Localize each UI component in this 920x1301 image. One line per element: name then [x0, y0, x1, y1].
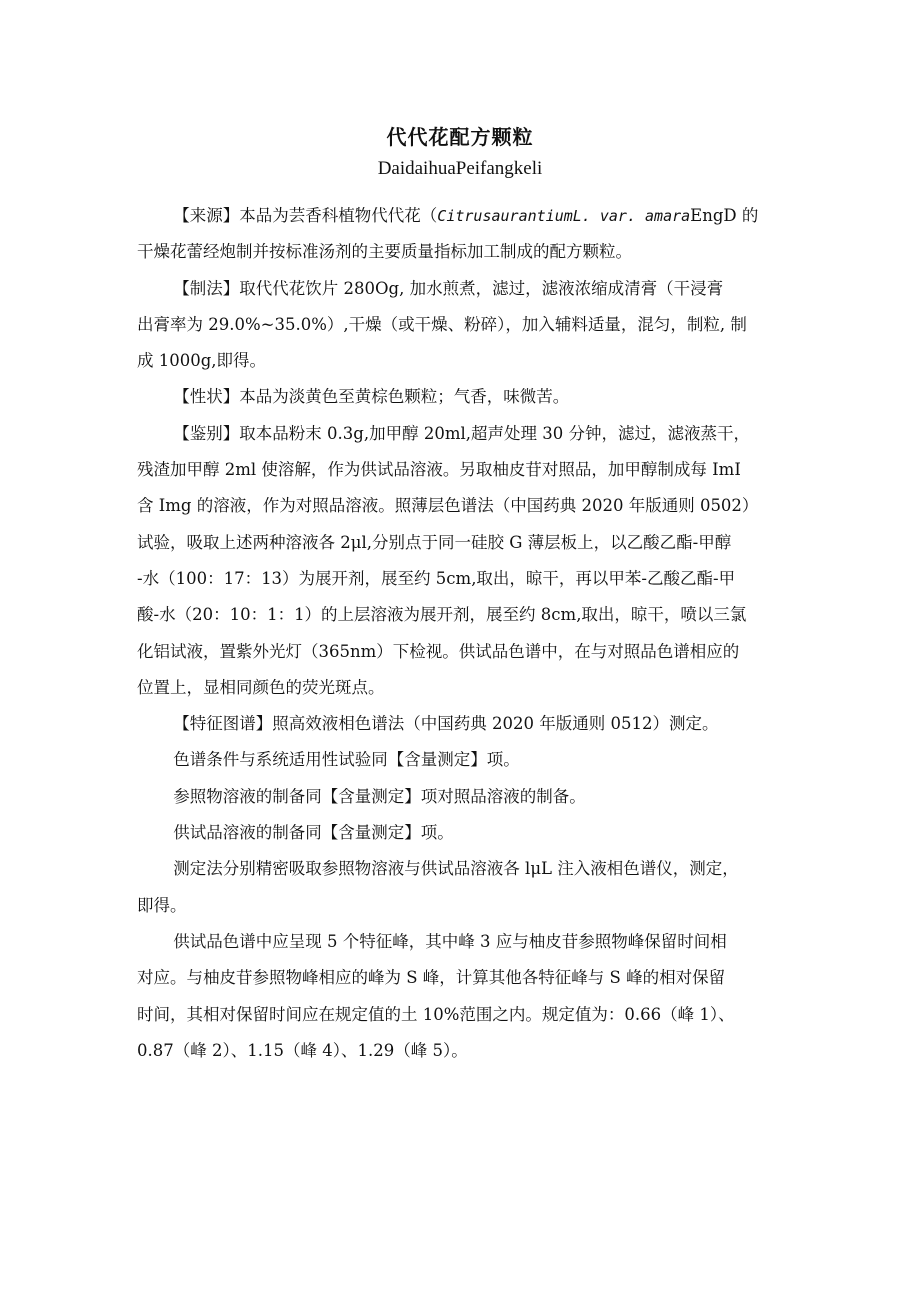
paragraph-reference	[137, 779, 805, 815]
method-text-1: 取代代花饮片 280Og, 加水煎煮，滤过，滤液浓缩成清膏（干浸膏	[239, 278, 724, 298]
method-line-2: 出膏率为 29.0%~35.0%）,干燥（或干燥、粉碎），加入辅料适量，混匀，制粒, 制	[137, 314, 747, 334]
fingerprint-heading: 【特征图谱】	[173, 714, 273, 734]
source-line-1	[137, 198, 805, 234]
identification-text-1: 取本品粉末 0.3g,加甲醇 20ml,超声处理 30 分钟，滤过，滤液蒸干，	[239, 423, 750, 443]
identification-heading: 【鉴别】	[173, 423, 240, 443]
section-character	[137, 379, 805, 415]
character-line-1	[137, 379, 805, 415]
source-heading: 【来源】	[173, 206, 240, 225]
sample-line-1: 供试品溶液的制备同【含量测定】项。	[173, 823, 454, 843]
identification-line-2: 残渣加甲醇 2ml 使溶解，作为供试品溶液。另取柚皮苷对照品，加甲醇制成每 ImI	[137, 460, 741, 480]
method-line-3: 成 1000g,即得。	[137, 351, 267, 371]
source-text-1a: 本品为芸香科植物代代花（	[239, 206, 438, 225]
paragraph-conditions	[137, 742, 805, 778]
paragraph-measure	[137, 851, 805, 924]
section-identification	[137, 416, 805, 706]
section-fingerprint	[137, 706, 805, 742]
measure-line-1: 测定法分别精密吸取参照物溶液与供试品溶液各 lμL 注入液相色谱仪，测定，	[173, 859, 739, 879]
peaks-line-4: 0.87（峰 2）、1.15（峰 4）、1.29（峰 5）。	[137, 1040, 468, 1060]
peaks-line-3: 时间，其相对保留时间应在规定值的土 10%范围之内。规定值为：0.66（峰 1）、	[137, 1004, 735, 1024]
source-line-2: 干燥花蕾经炮制并按标准汤剂的主要质量指标加工制成的配方颗粒。	[137, 242, 632, 262]
document-body	[137, 198, 805, 1069]
character-heading: 【性状】	[173, 387, 240, 407]
identification-line-5: -水（100：17：13）为展开剂，展至约 5cm,取出，晾干，再以甲苯-乙酸乙酯-甲	[137, 568, 736, 588]
section-method	[137, 271, 805, 380]
paragraph-sample	[137, 815, 805, 851]
identification-line-4: 试验，吸取上述两种溶液各 2μl,分别点于同一硅胶 G 薄层板上，以乙酸乙酯-甲醇	[137, 532, 732, 552]
fingerprint-line-1	[137, 706, 805, 742]
peaks-line-2: 对应。与柚皮苷参照物峰相应的峰为 S 峰，计算其他各特征峰与 S 峰的相对保留	[137, 968, 726, 988]
source-text-1b: EngD 的	[690, 206, 759, 225]
method-line-1	[137, 271, 805, 307]
document-subtitle: DaidaihuaPeifangkeli	[377, 158, 543, 179]
conditions-line-1: 色谱条件与系统适用性试验同【含量测定】项。	[173, 750, 520, 770]
method-heading: 【制法】	[173, 278, 240, 298]
identification-line-1	[137, 416, 805, 452]
character-text-1: 本品为淡黄色至黄棕色颗粒；气香，味微苦。	[239, 387, 570, 407]
identification-line-6: 酸-水（20：10：1：1）的上层溶液为展开剂，展至约 8cm,取出，晾干，喷以三氯	[137, 605, 747, 625]
identification-line-7: 化铝试液，置紫外光灯（365nm）下检视。供试品色谱中，在与对照品色谱相应的	[137, 641, 740, 661]
source-latin-name: CitrusaurantiumL. var. amara	[437, 207, 691, 225]
paragraph-peaks	[137, 924, 805, 1069]
identification-line-8: 位置上，显相同颜色的荧光斑点。	[137, 677, 385, 697]
document-title: 代代花配方颗粒	[386, 125, 534, 149]
measure-line-2: 即得。	[137, 895, 187, 915]
fingerprint-text-1: 照高效液相色谱法（中国药典 2020 年版通则 0512）测定。	[272, 714, 719, 734]
section-source	[137, 198, 805, 271]
identification-line-3: 含 Img 的溶液，作为对照品溶液。照薄层色谱法（中国药典 2020 年版通则 0502）	[137, 496, 759, 516]
peaks-line-1: 供试品色谱中应呈现 5 个特征峰，其中峰 3 应与柚皮苷参照物峰保留时间相	[173, 931, 727, 951]
reference-line-1: 参照物溶液的制备同【含量测定】项对照品溶液的制备。	[173, 786, 586, 806]
